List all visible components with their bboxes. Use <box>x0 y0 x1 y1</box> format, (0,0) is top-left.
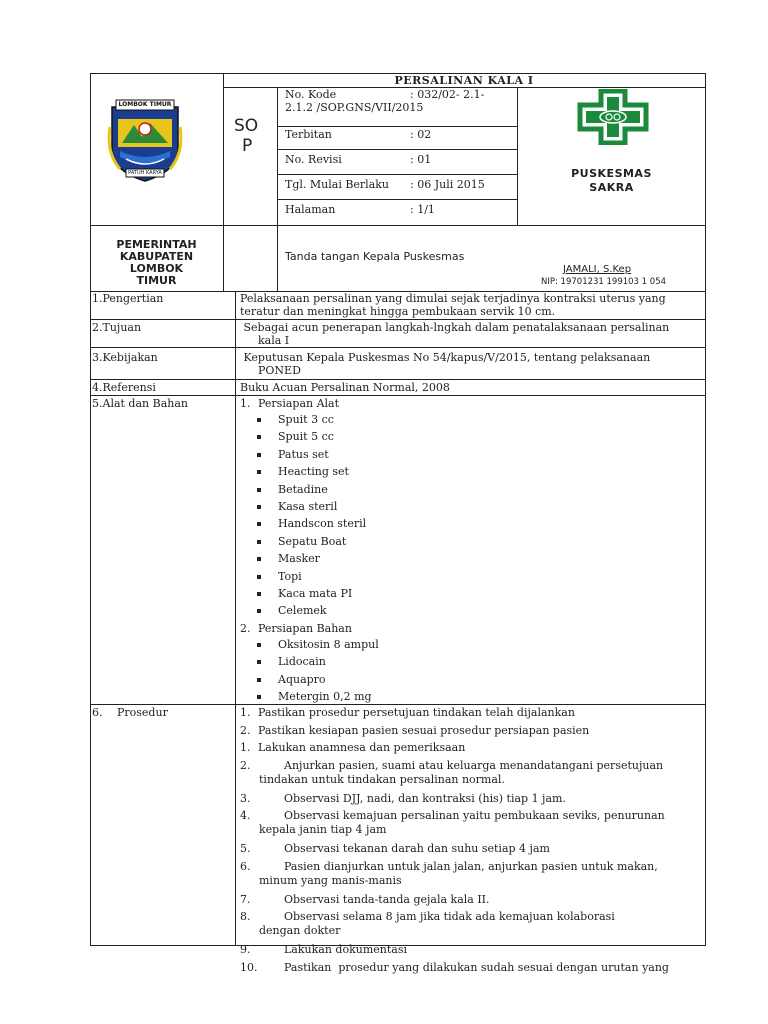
prosedur-step-text-continued: tindakan untuk tindakan persalinan normal. <box>259 772 505 786</box>
prosedur-step-text: Pastikan prosedur persetujuan tindakan telah dijalankan <box>258 706 575 719</box>
prosedur-step-text: Observasi DJJ, nadi, dan kontraksi (his) tiap 1 jam. <box>284 791 566 805</box>
pengertian-label: 1.Pengertian <box>92 292 164 305</box>
alat-bullet <box>257 470 261 474</box>
alat-bullet <box>257 453 261 457</box>
tujuan-text-line2: kala I <box>258 334 290 347</box>
alat-item: Patus set <box>278 447 329 461</box>
prosedur-step-text: Pastikan prosedur yang dilakukan sudah sesuai dengan urutan yang <box>284 960 669 974</box>
prosedur-step-number: 7. <box>240 892 251 906</box>
prosedur-step-number: 5. <box>240 842 251 855</box>
kode-value-line1: : 032/02- 2.1- <box>410 88 485 101</box>
alat-item: Spuit 5 cc <box>278 430 334 444</box>
alat-bullet <box>257 575 261 579</box>
prosedur-step-text-continued: kepala janin tiap 4 jam <box>259 823 387 836</box>
pemerintah-line1: PEMERINTAH <box>116 238 197 251</box>
prosedur-step-number: 8. <box>240 910 251 923</box>
alat-item: Betadine <box>278 482 328 496</box>
bahan-bullet <box>257 660 261 664</box>
kebijakan-text-line1: Keputusan Kepala Puskesmas No 54/kapus/V/2015, tentang pelaksanaan <box>240 351 651 364</box>
tujuan-label: 2.Tujuan <box>92 321 142 334</box>
halaman-label: Halaman <box>285 203 336 216</box>
kebijakan-text-line2: PONED <box>258 364 301 377</box>
crest-bottom-text: PATUH KARYA <box>128 170 162 176</box>
halaman-value: : 1/1 <box>410 203 435 216</box>
alat-bullet <box>257 488 261 492</box>
pemerintah-line3: LOMBOK <box>129 262 184 275</box>
sop-label-line1: SO <box>234 116 259 136</box>
alat-heading: Persiapan Alat <box>258 397 340 410</box>
mulai-berlaku-label: Tgl. Mulai Berlaku <box>285 178 390 191</box>
alat-bullet <box>257 557 261 561</box>
alat-bullet <box>257 505 261 509</box>
referensi-label: 4.Referensi <box>92 381 156 394</box>
revisi-value: : 01 <box>410 153 432 166</box>
prosedur-step-number: 9. <box>240 943 251 956</box>
prosedur-step-number: 2. <box>240 723 251 737</box>
prosedur-label: Prosedur <box>117 706 168 719</box>
signer-nip: NIP: 19701231 199103 1 054 <box>541 277 667 287</box>
prosedur-step-text: Observasi tanda-tanda gejala kala II. <box>284 892 490 906</box>
kode-value-line2: 2.1.2 /SOP.GNS/VII/2015 <box>285 101 424 114</box>
pengertian-text-line1: Pelaksanaan persalinan yang dimulai sejak terjadinya kontraksi uterus yang <box>240 292 666 305</box>
pemerintah-line2: KABUPATEN <box>119 250 194 263</box>
puskesmas-cross-logo <box>566 89 660 145</box>
alat-heading-number: 1. <box>240 397 251 410</box>
bahan-heading: Persiapan Bahan <box>258 622 352 635</box>
pemerintah-line4: TIMUR <box>136 274 177 287</box>
alat-item: Sepatu Boat <box>278 534 347 548</box>
prosedur-step-number: 1. <box>240 741 251 754</box>
bahan-heading-number: 2. <box>240 622 251 635</box>
prosedur-step-number: 3. <box>240 791 251 805</box>
terbitan-label: Terbitan <box>285 128 332 141</box>
puskesmas-name-line2: SAKRA <box>589 181 634 194</box>
prosedur-step-number: 10. <box>240 960 258 974</box>
revisi-label: No. Revisi <box>285 153 342 166</box>
alat-bullet <box>257 592 261 596</box>
document-title: PERSALINAN KALA I <box>394 74 534 87</box>
prosedur-step-text-continued: dengan dokter <box>259 924 341 937</box>
alat-item: Masker <box>278 552 320 566</box>
pengertian-text-line2: teratur dan meningkat hingga pembukaan servik 10 cm. <box>240 305 556 318</box>
puskesmas-name-line1: PUSKESMAS <box>571 167 652 180</box>
alat-bullet <box>257 418 261 422</box>
alat-item: Celemek <box>278 604 327 618</box>
lombok-timur-crest-logo <box>106 97 184 185</box>
prosedur-step-text: Pasien dianjurkan untuk jalan jalan, anjurkan pasien untuk makan, <box>284 859 658 873</box>
alat-item: Handscon steril <box>278 517 367 531</box>
bahan-item: Metergin 0,2 mg <box>278 690 372 704</box>
bahan-item: Oksitosin 8 ampul <box>278 638 379 651</box>
alat-item: Kaca mata PI <box>278 587 353 600</box>
prosedur-step-text: Anjurkan pasien, suami atau keluarga menandatangani persetujuan <box>284 758 664 772</box>
tujuan-text-line1: Sebagai acun penerapan langkah-lngkah dalam penatalaksanaan persalinan <box>240 321 670 334</box>
bahan-bullet <box>257 678 261 682</box>
crest-top-text: LOMBOK TIMUR <box>118 101 172 108</box>
prosedur-step-text: Observasi selama 8 jam jika tidak ada kemajuan kolaborasi <box>284 910 615 923</box>
bahan-bullet <box>257 695 261 699</box>
alat-bahan-label: 5.Alat dan Bahan <box>92 397 188 410</box>
prosedur-step-text: Observasi kemajuan persalinan yaitu pembukaan seviks, penurunan <box>284 809 665 822</box>
prosedur-label-number: 6. <box>92 706 103 719</box>
kebijakan-label: 3.Kebijakan <box>92 351 158 364</box>
alat-bullet <box>257 540 261 544</box>
alat-bullet <box>257 522 261 526</box>
alat-item: Kasa steril <box>278 500 338 513</box>
prosedur-step-number: 1. <box>240 706 251 719</box>
prosedur-step-text: Lakukan dokumentasi <box>284 943 407 956</box>
alat-item: Heacting set <box>278 465 349 479</box>
terbitan-value: : 02 <box>410 128 432 141</box>
bahan-item: Lidocain <box>278 655 326 669</box>
alat-bullet <box>257 609 261 613</box>
alat-item: Topi <box>278 569 302 583</box>
signature-label: Tanda tangan Kepala Puskesmas <box>285 250 465 263</box>
prosedur-step-text: Pastikan kesiapan pasien sesuai prosedur persiapan pasien <box>258 723 590 737</box>
signer-name: JAMALI, S.Kep <box>563 264 632 275</box>
prosedur-step-number: 4. <box>240 809 251 822</box>
alat-item: Spuit 3 cc <box>278 413 334 426</box>
prosedur-step-number: 2. <box>240 758 251 772</box>
kode-label: No. Kode <box>285 88 337 101</box>
sop-label-line2: P <box>242 136 253 156</box>
prosedur-step-text: Lakukan anamnesa dan pemeriksaan <box>258 741 466 754</box>
prosedur-step-text: Observasi tekanan darah dan suhu setiap 4 jam <box>284 842 550 855</box>
bahan-item: Aquapro <box>278 672 326 686</box>
bahan-bullet <box>257 643 261 647</box>
referensi-text: Buku Acuan Persalinan Normal, 2008 <box>240 381 450 394</box>
prosedur-step-number: 6. <box>240 859 251 873</box>
prosedur-step-text-continued: minum yang manis-manis <box>259 873 402 887</box>
mulai-berlaku-value: : 06 Juli 2015 <box>410 178 485 191</box>
alat-bullet <box>257 435 261 439</box>
